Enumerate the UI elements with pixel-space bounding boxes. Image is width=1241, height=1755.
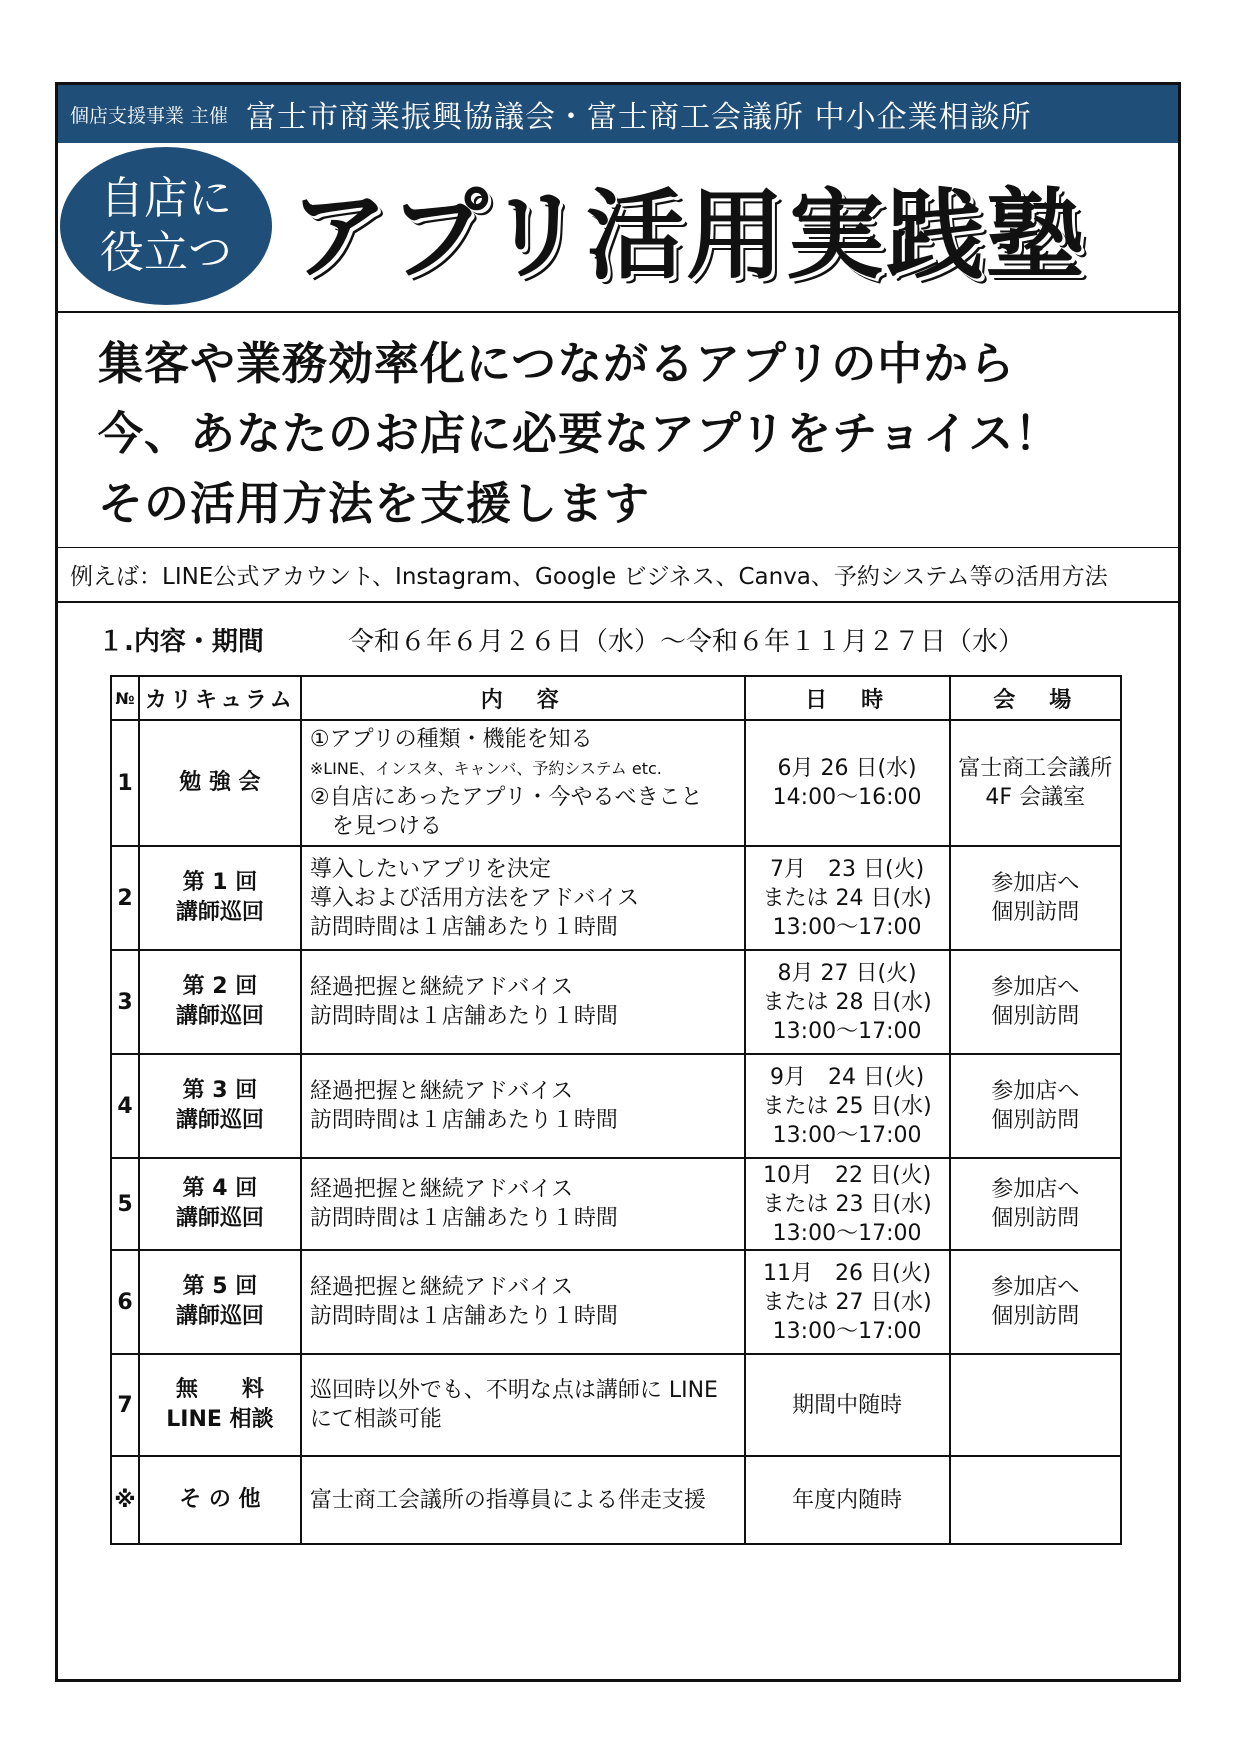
table-row [111, 1158, 1121, 1250]
curriculum-line-1: 第 4 回 [182, 1176, 258, 1201]
title-row [58, 143, 1178, 313]
row-curriculum [139, 720, 301, 846]
date-line-3: 13:00～17:00 [772, 1220, 922, 1246]
content-line-1: 経過把握と継続アドバイス [309, 975, 574, 1000]
venue-line-2: 個別訪問 [991, 900, 1080, 925]
badge-circle [60, 147, 272, 305]
venue-line-1: 参加店へ [991, 871, 1080, 896]
table-row [111, 1354, 1121, 1456]
date-line-2: または 23 日(水) [762, 1191, 932, 1217]
row-venue [950, 846, 1121, 950]
table-header-row [111, 676, 1121, 720]
venue-line-2: 個別訪問 [991, 1004, 1080, 1029]
date-line-3: 13:00～17:00 [772, 914, 922, 940]
curriculum-line-2: 講師巡回 [175, 1004, 264, 1029]
date-line-1: 9月 24 日(火) [770, 1064, 925, 1090]
content-line-2: 導入および活用方法をアドバイス [309, 885, 640, 911]
content-line-1: 導入したいアプリを決定 [309, 856, 551, 882]
sponsor-small-text: 個店支援事業 主催 [70, 104, 229, 127]
table-row [111, 1250, 1121, 1354]
lead-line-1: 集客や業務効率化につながるアプリの中から [98, 337, 1016, 390]
row-content [301, 1250, 745, 1354]
row-no: 4 [111, 1054, 139, 1158]
venue-line-2: 4F 会議室 [985, 785, 1086, 810]
row-venue [950, 1456, 1121, 1544]
row-content [301, 1158, 745, 1250]
row-content [301, 1456, 745, 1544]
table-row [111, 950, 1121, 1054]
content-line-2: 訪問時間は１店舗あたり１時間 [309, 1004, 618, 1029]
row-curriculum [139, 1158, 301, 1250]
content-line-1: 経過把握と継続アドバイス [309, 1079, 574, 1104]
curriculum-line-1: そ の 他 [179, 1487, 261, 1512]
sponsor-organizations: 富士市商業振興協議会・富士商工会議所 中小企業相談所 [246, 100, 1032, 135]
content-line-1: 富士商工会議所の指導員による伴走支援 [309, 1487, 706, 1513]
venue-line-1: 富士商工会議所 [958, 756, 1113, 781]
row-curriculum [139, 1250, 301, 1354]
content-line-3: ②自店にあったアプリ・今やるべきこと [309, 785, 703, 810]
date-line-2: または 25 日(水) [762, 1093, 932, 1119]
curriculum-line-2: 講師巡回 [175, 1206, 264, 1231]
header-curriculum: カリキュラム [139, 676, 301, 720]
row-no: 6 [111, 1250, 139, 1354]
sponsor-banner [58, 85, 1178, 143]
date-line-3: 13:00～17:00 [772, 1318, 922, 1344]
section-heading-row [98, 621, 1024, 658]
row-curriculum [139, 950, 301, 1054]
badge-line-2: 役立つ [100, 227, 232, 278]
date-line-1: 年度内随時 [792, 1487, 903, 1513]
row-no: 5 [111, 1158, 139, 1250]
date-line-2: 14:00～16:00 [772, 785, 922, 810]
row-curriculum [139, 1354, 301, 1456]
lead-text [58, 311, 1178, 548]
content-line-3: 訪問時間は１店舗あたり１時間 [309, 914, 618, 940]
date-line-1: 11月 26 日(火) [763, 1260, 932, 1286]
date-line-2: または 28 日(水) [762, 989, 932, 1015]
header-venue: 会 場 [950, 676, 1121, 720]
date-line-2: または 24 日(水) [762, 885, 932, 911]
row-curriculum [139, 1456, 301, 1544]
date-line-1: 7月 23 日(火) [770, 856, 925, 882]
row-curriculum [139, 1054, 301, 1158]
venue-line-2: 個別訪問 [991, 1206, 1080, 1231]
curriculum-line-1: 勉 強 会 [179, 770, 261, 795]
row-datetime [745, 950, 950, 1054]
table-row [111, 846, 1121, 950]
table-row [111, 720, 1121, 846]
curriculum-line-1: 第 2 回 [182, 974, 258, 999]
row-content [301, 950, 745, 1054]
row-curriculum [139, 846, 301, 950]
venue-line-2: 個別訪問 [991, 1108, 1080, 1133]
content-line-2: ※LINE、インスタ、キャンバ、予約システム etc. [309, 759, 662, 778]
curriculum-line-2: 講師巡回 [175, 1304, 264, 1329]
venue-line-1: 参加店へ [991, 975, 1080, 1000]
content-line-1: 経過把握と継続アドバイス [309, 1275, 574, 1300]
content-line-1: ①アプリの種類・機能を知る [309, 727, 593, 752]
curriculum-line-2: 講師巡回 [175, 1108, 264, 1133]
content-line-1: 経過把握と継続アドバイス [309, 1177, 574, 1202]
row-venue [950, 1054, 1121, 1158]
curriculum-line-2: 講師巡回 [175, 900, 264, 925]
content-line-2: にて相談可能 [309, 1407, 442, 1432]
date-line-3: 13:00～17:00 [772, 1122, 922, 1148]
row-datetime [745, 1158, 950, 1250]
row-datetime [745, 720, 950, 846]
curriculum-line-1: 第 5 回 [182, 1274, 258, 1299]
date-line-1: 期間中随時 [792, 1392, 903, 1418]
header-datetime: 日 時 [745, 676, 950, 720]
venue-line-2: 個別訪問 [991, 1304, 1080, 1329]
row-venue [950, 950, 1121, 1054]
date-line-1: 10月 22 日(火) [763, 1162, 932, 1188]
row-content [301, 1354, 745, 1456]
row-venue [950, 720, 1121, 846]
lead-line-2: 今、あなたのお店に必要なアプリをチョイス！ [98, 407, 1061, 460]
section-period: 令和６年６月２６日（水）～令和６年１１月２７日（水） [348, 627, 1025, 657]
table-row [111, 1054, 1121, 1158]
row-venue [950, 1250, 1121, 1354]
content-line-2: 訪問時間は１店舗あたり１時間 [309, 1304, 618, 1329]
flyer-frame [55, 82, 1181, 1682]
venue-line-1: 参加店へ [991, 1177, 1080, 1202]
curriculum-line-1: 無 料 [175, 1377, 264, 1402]
badge-line-1: 自店に [100, 173, 232, 224]
example-row [58, 547, 1178, 603]
venue-line-1: 参加店へ [991, 1275, 1080, 1300]
curriculum-line-1: 第 1 回 [182, 870, 258, 895]
row-no: 2 [111, 846, 139, 950]
date-line-3: 13:00～17:00 [772, 1018, 922, 1044]
curriculum-line-2: LINE 相談 [166, 1407, 274, 1432]
row-no: 3 [111, 950, 139, 1054]
header-no: № [111, 676, 139, 720]
row-content [301, 720, 745, 846]
row-content [301, 846, 745, 950]
row-datetime [745, 1250, 950, 1354]
row-venue [950, 1354, 1121, 1456]
row-datetime [745, 1354, 950, 1456]
row-datetime [745, 1054, 950, 1158]
content-line-4: を見つける [331, 814, 442, 839]
row-content [301, 1054, 745, 1158]
section-heading: １.内容・期間 [98, 627, 264, 657]
content-line-1: 巡回時以外でも、不明な点は講師に LINE [309, 1378, 718, 1403]
venue-line-1: 参加店へ [991, 1079, 1080, 1104]
schedule-table [110, 675, 1122, 1545]
example-text: 例えば：LINE公式アカウント、Instagram、Google ビジネス、Canva、予約システム等の活用方法 [70, 563, 1108, 590]
page-title: アプリ活用実践塾 [290, 179, 1087, 293]
date-line-2: または 27 日(水) [762, 1289, 932, 1315]
row-no: 1 [111, 720, 139, 846]
header-content: 内 容 [301, 676, 745, 720]
date-line-1: 8月 27 日(火) [777, 960, 917, 986]
content-line-2: 訪問時間は１店舗あたり１時間 [309, 1206, 618, 1231]
row-datetime [745, 1456, 950, 1544]
curriculum-line-1: 第 3 回 [182, 1078, 258, 1103]
row-no: 7 [111, 1354, 139, 1456]
table-row [111, 1456, 1121, 1544]
date-line-1: 6月 26 日(水) [777, 756, 917, 781]
row-no: ※ [111, 1456, 139, 1544]
content-line-2: 訪問時間は１店舗あたり１時間 [309, 1108, 618, 1133]
row-datetime [745, 846, 950, 950]
row-venue [950, 1158, 1121, 1250]
lead-line-3: その活用方法を支援します [98, 477, 651, 530]
